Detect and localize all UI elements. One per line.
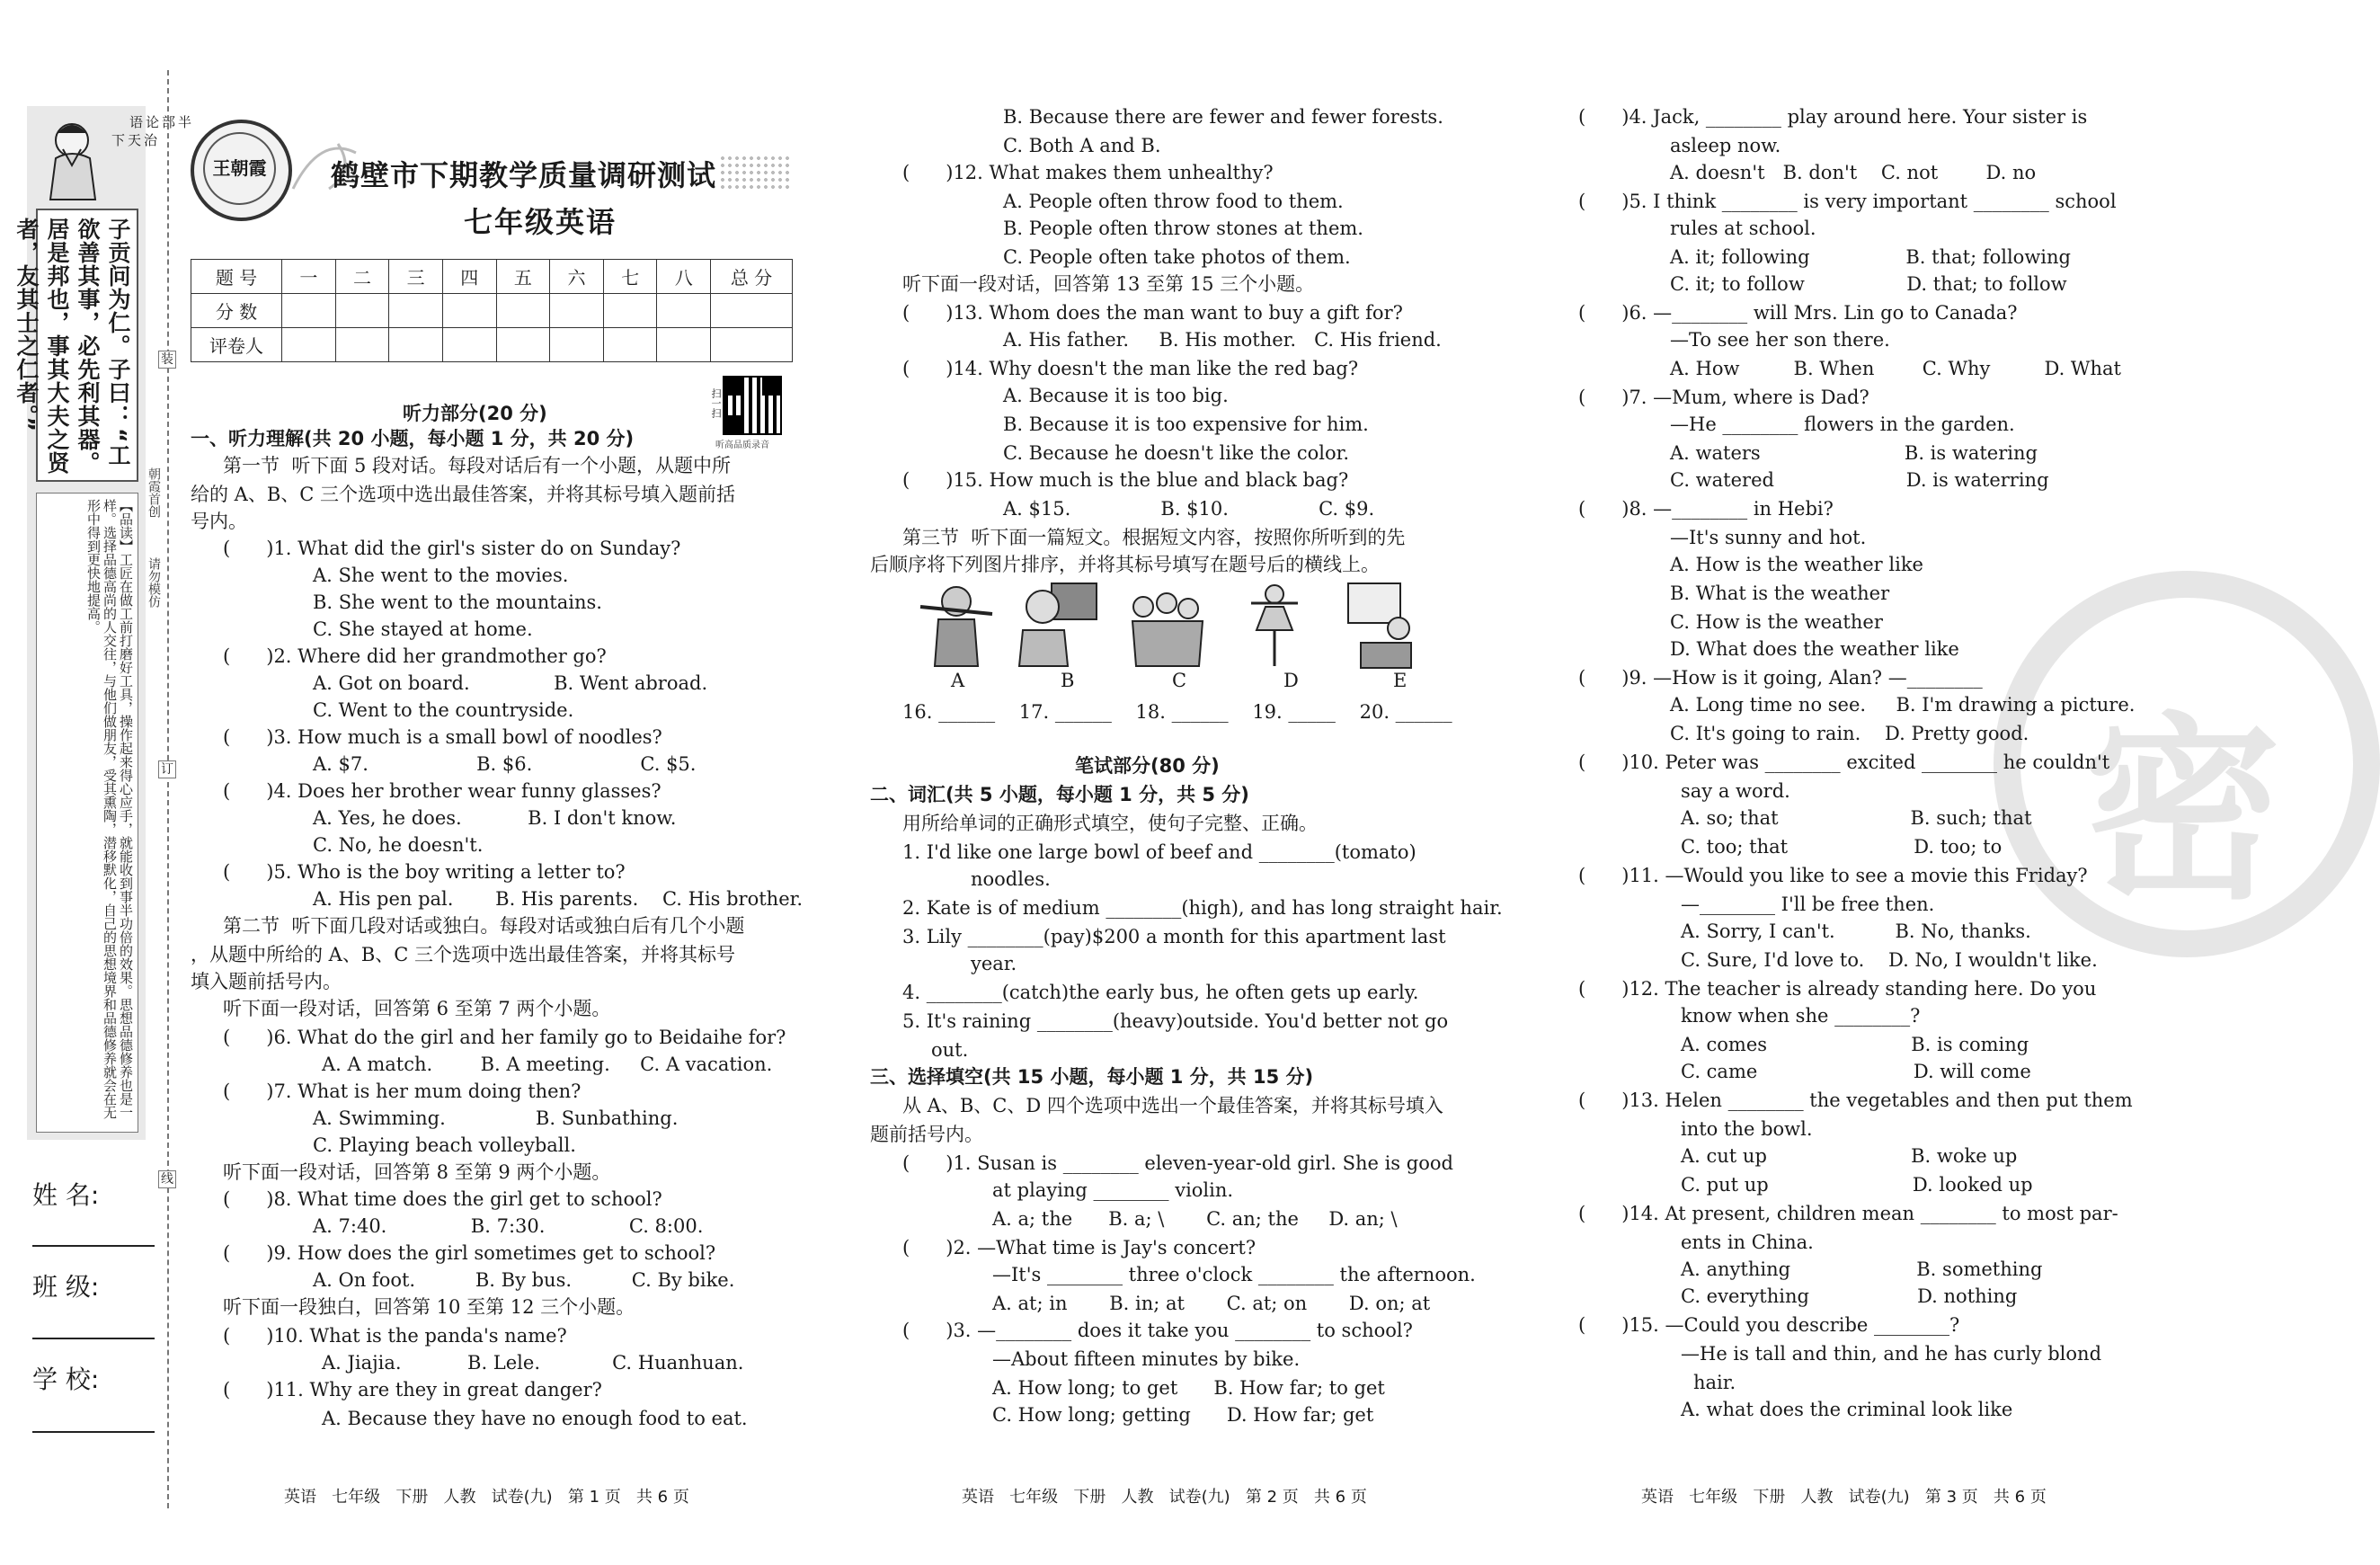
- page3-line: into the bowl.: [1681, 1118, 1813, 1140]
- page3-line: ( )10. Peter was ________ excited ________ he couldn't: [1578, 751, 2110, 773]
- page1-line: A. Jiajia. B. Lele. C. Huanhuan.: [322, 1352, 744, 1374]
- motto-tag-line1: 半部论语: [128, 115, 192, 129]
- page1-line: A. His pen pal. B. His parents. C. His brother.: [313, 888, 804, 910]
- page3-line: ( )15. —Could you describe ________?: [1578, 1314, 1960, 1336]
- page1-line: A. Yes, he does. B. I don't know.: [313, 807, 677, 829]
- page1-line: C. Playing beach volleyball.: [313, 1134, 576, 1156]
- school-field[interactable]: [32, 1431, 155, 1433]
- page3-line: A. it; following B. that; following: [1670, 246, 2071, 268]
- page2-line: 从 A、B、C、D 四个选项中选出一个最佳答案，并将其标号填入: [902, 1095, 1443, 1116]
- exam-subtitle: 七年级英语: [464, 205, 617, 239]
- grader-cell[interactable]: [603, 328, 657, 362]
- score-cell[interactable]: [657, 294, 711, 328]
- page2-line: 2. Kate is of medium ________(high), and has long straight hair.: [902, 897, 1503, 919]
- page2-line: noodles.: [971, 868, 1051, 890]
- page1-line: ( )1. What did the girl's sister do on Sunday?: [223, 538, 681, 559]
- grader-cell[interactable]: [389, 328, 443, 362]
- page1-line: ( )5. Who is the boy writing a letter to?: [223, 861, 626, 883]
- page1-line: ( )7. What is her mum doing then?: [223, 1080, 582, 1102]
- table-cell: 三: [389, 260, 443, 294]
- page2-line: ( )15. How much is the blue and black bag?: [902, 469, 1349, 491]
- cut-note-1: 朝霞首创: [147, 467, 161, 518]
- score-cell[interactable]: [550, 294, 604, 328]
- page3-line: D. What does the weather like: [1670, 638, 1959, 660]
- page3-line: ( )13. Helen ________ the vegetables and then put them: [1578, 1089, 2133, 1111]
- page1-footer: 英语 七年级 下册 人教 试卷(九) 第 1 页 共 6 页: [284, 1488, 689, 1507]
- class-label: 班 级:: [32, 1272, 100, 1302]
- page3-line: ( )11. —Would you like to see a movie this Friday?: [1578, 865, 2088, 886]
- page2-line: —It's ________ three o'clock ________ the afternoon.: [992, 1264, 1476, 1285]
- page2-line: B. Because there are fewer and fewer forests.: [1003, 106, 1443, 128]
- page3-line: ( )7. —Mum, where is Dad?: [1578, 387, 1869, 408]
- page1-line: 一、听力理解(共 20 小题，每小题 1 分，共 20 分): [191, 428, 635, 449]
- page1-line: A. Because they have no enough food to eat.: [322, 1408, 748, 1429]
- name-label: 姓 名:: [32, 1180, 100, 1210]
- page1-line: A. Swimming. B. Sunbathing.: [313, 1107, 679, 1129]
- table-cell: 一: [282, 260, 336, 294]
- page2-line: A. at; in B. in; at C. at; on D. on; at: [992, 1293, 1431, 1314]
- page1-line: A. Got on board. B. Went abroad.: [313, 672, 708, 694]
- page1-line: 填入题前括号内。: [191, 971, 342, 992]
- page2-line: A. His father. B. His mother. C. His friend.: [1003, 329, 1442, 351]
- picture-label-c: C: [1172, 670, 1187, 691]
- picture-label-d: D: [1283, 670, 1299, 691]
- qr-code[interactable]: [723, 376, 782, 435]
- score-cell[interactable]: [335, 294, 389, 328]
- grader-cell[interactable]: [442, 328, 496, 362]
- table-cell: 评卷人: [191, 328, 282, 362]
- exam-title: 鹤壁市下期教学质量调研测试: [331, 158, 717, 192]
- cut-note-2: 请勿模仿: [147, 557, 161, 608]
- page1-line: 听下面一段对话，回答第 6 至第 7 两个小题。: [223, 998, 611, 1019]
- cut-label-xian: 线: [158, 1170, 176, 1188]
- motto-tag-line2: 治天下: [110, 133, 158, 147]
- page1-line: A. On foot. B. By bus. C. By bike.: [313, 1269, 735, 1291]
- page2-line: 3. Lily ________(pay)$200 a month for this apartment last: [902, 926, 1446, 947]
- page2-line: C. People often take photos of them.: [1003, 246, 1351, 268]
- page2-line: 第三节 听下面一篇短文。根据短文内容，按照你所听到的先: [902, 527, 1406, 548]
- page2-footer: 英语 七年级 下册 人教 试卷(九) 第 2 页 共 6 页: [962, 1488, 1367, 1507]
- pindu-box: [36, 493, 138, 1133]
- page3-line: C. It's going to rain. D. Pretty good.: [1670, 723, 2029, 744]
- picture-e-speaker: [1343, 580, 1425, 670]
- binding-cut-line: [167, 70, 169, 1508]
- dot-decoration: [719, 155, 791, 191]
- page2-line: C. Both A and B.: [1003, 135, 1161, 156]
- page3-line: A. so; that B. such; that: [1681, 807, 2032, 829]
- page2-line: A. People often throw food to them.: [1003, 191, 1344, 212]
- page2-line: ( )2. —What time is Jay's concert?: [902, 1237, 1257, 1258]
- page3-line: ( )14. At present, children mean ________ to most par-: [1578, 1203, 2118, 1224]
- score-cell[interactable]: [603, 294, 657, 328]
- page2-line: ( )12. What makes them unhealthy?: [902, 162, 1274, 183]
- page2-line: A. $15. B. $10. C. $9.: [1003, 498, 1375, 520]
- page3-line: A. what does the criminal look like: [1681, 1399, 2013, 1420]
- table-cell: 七: [603, 260, 657, 294]
- page2-line: 后顺序将下列图片排序，并将其标号填写在题号后的横线上。: [870, 554, 1380, 575]
- grader-cell[interactable]: [657, 328, 711, 362]
- grader-cell[interactable]: [496, 328, 550, 362]
- page3-line: ( )9. —How is it going, Alan? —________: [1578, 667, 1983, 689]
- table-cell: 题 号: [191, 260, 282, 294]
- cut-label-zhuang: 装: [158, 351, 176, 369]
- picture-d-ballet: [1233, 580, 1316, 670]
- score-cell[interactable]: [442, 294, 496, 328]
- page2-line: —About fifteen minutes by bike.: [992, 1348, 1301, 1370]
- page3-line: hair.: [1693, 1372, 1736, 1393]
- page3-line: A. How is the weather like: [1670, 554, 1923, 575]
- page1-line: 给的 A、B、C 三个选项中选出最佳答案，并将其标号填入题前括: [191, 484, 736, 505]
- page1-line: ( )6. What do the girl and her family go to Beidaihe for?: [223, 1027, 786, 1048]
- page1-line: B. She went to the mountains.: [313, 591, 602, 613]
- page1-line: C. No, he doesn't.: [313, 834, 484, 856]
- page3-line: rules at school.: [1670, 218, 1816, 239]
- page1-line: 听力部分(20 分): [403, 403, 547, 424]
- page1-line: ( )9. How does the girl sometimes get to school?: [223, 1242, 716, 1264]
- page1-line: A. 7:40. B. 7:30. C. 8:00.: [313, 1215, 704, 1237]
- page3-line: ( )5. I think ________ is very important ________ school: [1578, 191, 2117, 212]
- score-table-row: [191, 294, 793, 328]
- page1-line: 第一节 听下面 5 段对话。每段对话后有一个小题，从题中所: [223, 455, 732, 476]
- grader-cell[interactable]: [550, 328, 604, 362]
- page2-line: 听下面一段对话，回答第 13 至第 15 三个小题。: [902, 273, 1315, 295]
- page1-line: C. Went to the countryside.: [313, 699, 574, 721]
- table-cell: 八: [657, 260, 711, 294]
- table-cell: 四: [442, 260, 496, 294]
- picture-a-flute: [915, 580, 998, 670]
- page3-line: asleep now.: [1670, 135, 1781, 156]
- page2-line: 二、词汇(共 5 小题，每小题 1 分，共 5 分): [870, 784, 1249, 805]
- page3-line: ( )8. —________ in Hebi?: [1578, 498, 1834, 520]
- page1-line: ( )4. Does her brother wear funny glasses?: [223, 780, 662, 802]
- page3-line: A. Sorry, I can't. B. No, thanks.: [1681, 920, 2031, 942]
- page2-line: 1. I'd like one large bowl of beef and ________(tomato): [902, 841, 1416, 863]
- table-cell: 五: [496, 260, 550, 294]
- page2-line: 5. It's raining ________(heavy)outside. You'd better not go: [902, 1010, 1449, 1032]
- score-cell[interactable]: [389, 294, 443, 328]
- page3-line: C. too; that D. too; to: [1681, 836, 2003, 858]
- table-cell: 分 数: [191, 294, 282, 328]
- confucius-quote: 子贡问为仁。子曰：“工欲善其事，必先利其器。居是邦也，事其大夫之贤者，友其士之仁者。”: [13, 218, 131, 475]
- page1-line: C. She stayed at home.: [313, 618, 533, 640]
- page3-line: C. everything D. nothing: [1681, 1285, 2018, 1307]
- page1-line: ( )10. What is the panda's name?: [223, 1325, 567, 1347]
- page3-line: C. watered D. is waterring: [1670, 469, 2049, 491]
- page3-line: A. anything B. something: [1681, 1258, 2043, 1280]
- grader-cell[interactable]: [711, 328, 793, 362]
- score-table-row: [191, 328, 793, 362]
- page2-line: A. a; the B. a; \ C. an; the D. an; \: [992, 1208, 1398, 1230]
- grader-cell[interactable]: [335, 328, 389, 362]
- page3-line: A. cut up B. woke up: [1681, 1145, 2018, 1167]
- page3-line: ( )4. Jack, ________ play around here. Your sister is: [1578, 106, 2088, 128]
- page2-line: year.: [971, 953, 1017, 974]
- page3-line: ( )12. The teacher is already standing here. Do you: [1578, 978, 2097, 1000]
- school-label: 学 校:: [32, 1365, 100, 1394]
- cut-label-ding: 订: [158, 760, 176, 778]
- page1-line: A. A match. B. A meeting. C. A vacation.: [322, 1054, 773, 1075]
- page1-line: ，从题中所给的 A、B、C 三个选项中选出最佳答案，并将其标号: [191, 944, 736, 965]
- page2-line: A. How long; to get B. How far; to get: [992, 1377, 1385, 1399]
- score-table-header-row: [191, 260, 793, 294]
- page3-line: A. How B. When C. Why D. What: [1670, 358, 2122, 379]
- page2-line: B. Because it is too expensive for him.: [1003, 413, 1369, 435]
- page3-line: A. comes B. is coming: [1681, 1034, 2029, 1055]
- page2-line: 笔试部分(80 分): [1075, 755, 1220, 777]
- score-table: [191, 259, 793, 362]
- page3-line: A. waters B. is watering: [1670, 442, 2038, 464]
- page3-line: C. Sure, I'd love to. D. No, I wouldn't like.: [1681, 949, 2098, 971]
- page2-line: ( )14. Why doesn't the man like the red bag?: [902, 358, 1359, 379]
- picture-b-teacher: [1016, 580, 1098, 670]
- confucius-quote-box: [13, 209, 138, 482]
- page3-line: B. What is the weather: [1670, 582, 1890, 604]
- page3-line: —________ I'll be free then.: [1681, 894, 1935, 915]
- table-cell: 二: [335, 260, 389, 294]
- page2-line: C. Because he doesn't like the color.: [1003, 442, 1350, 464]
- page3-line: —It's sunny and hot.: [1670, 527, 1867, 548]
- page1-line: 听下面一段独白，回答第 10 至第 12 三个小题。: [223, 1296, 635, 1318]
- page3-line: —He is tall and thin, and he has curly blond: [1681, 1343, 2102, 1365]
- page2-line: 用所给单词的正确形式填空，使句子完整、正确。: [902, 813, 1318, 834]
- page3-line: ents in China.: [1681, 1232, 1814, 1253]
- page2-line: ( )13. Whom does the man want to buy a gift for?: [902, 302, 1403, 324]
- score-cell[interactable]: [282, 294, 336, 328]
- page2-line: C. How long; getting D. How far; get: [992, 1404, 1374, 1426]
- page3-line: A. Long time no see. B. I'm drawing a picture.: [1670, 694, 2136, 716]
- score-cell[interactable]: [711, 294, 793, 328]
- page3-line: say a word.: [1681, 780, 1790, 802]
- page3-line: C. put up D. looked up: [1681, 1174, 2033, 1196]
- table-cell: 总 分: [711, 260, 793, 294]
- page2-line: out.: [931, 1039, 969, 1061]
- page2-line: ( )1. Susan is ________ eleven-year-old girl. She is good: [902, 1152, 1453, 1174]
- page1-line: ( )11. Why are they in great danger?: [223, 1379, 602, 1400]
- page3-line: A. doesn't B. don't C. not D. no: [1670, 162, 2037, 183]
- page2-line: 4. ________(catch)the early bus, he often gets up early.: [902, 982, 1419, 1003]
- page3-line: know when she ________?: [1681, 1005, 1921, 1027]
- picture-label-e: E: [1393, 670, 1408, 691]
- brand-logo-text: 王朝霞: [203, 132, 276, 205]
- grader-cell[interactable]: [282, 328, 336, 362]
- page2-line: A. Because it is too big.: [1003, 385, 1229, 406]
- name-field[interactable]: [32, 1245, 155, 1247]
- page2-line: ( )3. —________ does it take you ________ to school?: [902, 1320, 1413, 1341]
- class-field[interactable]: [32, 1338, 155, 1339]
- page1-line: 第二节 听下面几段对话或独白。每段对话或独白后有几个小题: [223, 915, 745, 937]
- page3-line: C. came D. will come: [1681, 1061, 2031, 1082]
- page3-line: C. it; to follow D. that; to follow: [1670, 273, 2067, 295]
- picture-c-kids: [1123, 580, 1206, 670]
- page2-line: 三、选择填空(共 15 小题，每小题 1 分，共 15 分): [870, 1066, 1314, 1088]
- qr-side-text: 扫一扫: [710, 388, 722, 418]
- page1-line: ( )2. Where did her grandmother go?: [223, 645, 607, 667]
- page3-line: C. How is the weather: [1670, 611, 1883, 633]
- page1-line: A. $7. B. $6. C. $5.: [313, 753, 697, 775]
- page1-line: 号内。: [191, 511, 247, 532]
- page2-line: 16. ______ 17. ______ 18. ______ 19. _____ 20. ______: [902, 701, 1452, 723]
- score-cell[interactable]: [496, 294, 550, 328]
- pindu-text: 【品读】工匠在做工前打磨好工具，操作起来得心应手，就能收到事半功倍的效果。思想品德修养也是一样。选择品德高尚的人交往，与他们做朋友，受其熏陶，潜移默化，自己的思想境界和品德修养就会在无形中得到更快地提高。: [85, 499, 134, 1119]
- qr-caption: 听高品质录音: [715, 440, 769, 450]
- page3-line: —To see her son there.: [1670, 329, 1890, 351]
- brand-logo: [191, 120, 292, 221]
- confucius-figure: [36, 113, 113, 203]
- watermark-char: 密: [2083, 696, 2282, 926]
- page1-line: 听下面一段对话，回答第 8 至第 9 两个小题。: [223, 1161, 611, 1183]
- page2-line: B. People often throw stones at them.: [1003, 218, 1363, 239]
- page3-footer: 英语 七年级 下册 人教 试卷(九) 第 3 页 共 6 页: [1641, 1488, 2047, 1507]
- page1-line: A. She went to the movies.: [313, 565, 569, 586]
- page3-line: ( )6. —________ will Mrs. Lin go to Canada?: [1578, 302, 2018, 324]
- page1-line: ( )3. How much is a small bowl of noodles?: [223, 726, 662, 748]
- page3-line: —He ________ flowers in the garden.: [1670, 413, 2015, 435]
- page1-line: ( )8. What time does the girl get to school?: [223, 1188, 662, 1210]
- picture-label-a: A: [951, 670, 965, 691]
- table-cell: 六: [550, 260, 604, 294]
- picture-label-b: B: [1061, 670, 1075, 691]
- page2-line: 题前括号内。: [870, 1124, 983, 1145]
- page2-line: at playing ________ violin.: [992, 1179, 1234, 1201]
